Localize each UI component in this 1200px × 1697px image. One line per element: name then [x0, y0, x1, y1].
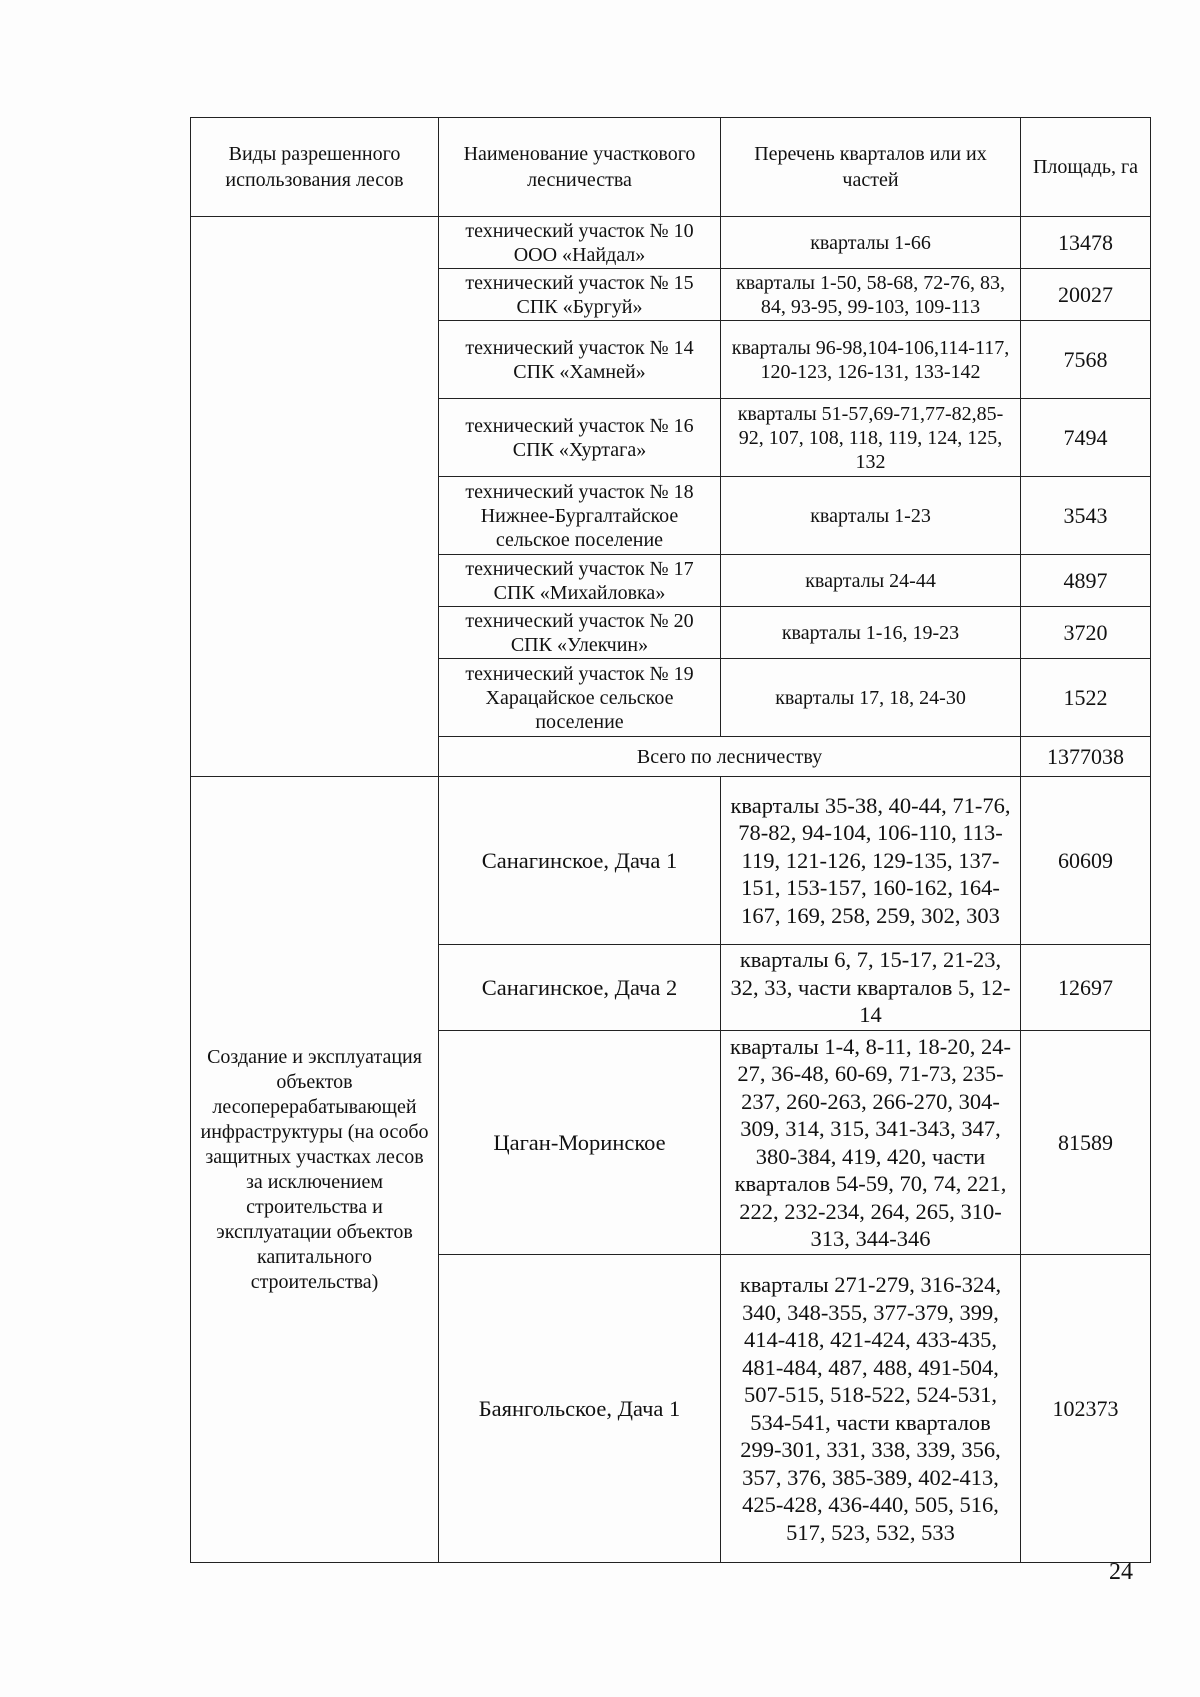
- forestry-name-cell: технический участок № 17 СПК «Михайловка»: [439, 555, 721, 607]
- total-label: Всего по лесничеству: [439, 737, 1021, 777]
- page-number: 24: [1109, 1559, 1133, 1585]
- quarters-cell: кварталы 1-66: [721, 217, 1021, 269]
- forestry-name-cell: Санагинское, Дача 2: [439, 945, 721, 1031]
- area-cell: 1522: [1021, 659, 1151, 737]
- area-cell: 7494: [1021, 399, 1151, 477]
- table-row: [191, 777, 1151, 945]
- header-area: Площадь, га: [1021, 118, 1151, 217]
- forestry-name-cell: технический участок № 15 СПК «Бургуй»: [439, 269, 721, 321]
- area-cell: 20027: [1021, 269, 1151, 321]
- table-header-row: [191, 118, 1151, 217]
- quarters-cell: кварталы 51-57,69-71,77-82,85-92, 107, 108, 118, 119, 124, 125, 132: [721, 399, 1021, 477]
- area-cell: 7568: [1021, 321, 1151, 399]
- forestry-name-cell: технический участок № 14 СПК «Хамней»: [439, 321, 721, 399]
- quarters-cell: кварталы 1-50, 58-68, 72-76, 83, 84, 93-95, 99-103, 109-113: [721, 269, 1021, 321]
- forestry-name-cell: технический участок № 10 ООО «Найдал»: [439, 217, 721, 269]
- area-cell: 13478: [1021, 217, 1151, 269]
- quarters-cell: кварталы 24-44: [721, 555, 1021, 607]
- area-cell: 60609: [1021, 777, 1151, 945]
- area-cell: 12697: [1021, 945, 1151, 1031]
- forestry-name-cell: технический участок № 18 Нижнее-Бургалтайское сельское поселение: [439, 477, 721, 555]
- total-area: 1377038: [1021, 737, 1151, 777]
- quarters-cell: кварталы 1-16, 19-23: [721, 607, 1021, 659]
- quarters-cell: кварталы 35-38, 40-44, 71-76, 78-82, 94-104, 106-110, 113-119, 121-126, 129-135, 137-151, 153-157, 160-162, 164-167, 169, 258, 259, 302, 303: [721, 777, 1021, 945]
- forestry-name-cell: Санагинское, Дача 1: [439, 777, 721, 945]
- header-quarters: Перечень кварталов или их частей: [721, 118, 1021, 217]
- area-cell: 81589: [1021, 1031, 1151, 1255]
- quarters-cell: кварталы 1-4, 8-11, 18-20, 24-27, 36-48, 60-69, 71-73, 235-237, 260-263, 266-270, 304-309, 314, 315, 341-343, 347, 380-384, 419, 420, части кварталов 54-59, 70, 74, 221, 222, 232-234, 264, 265, 310-313, 344-346: [721, 1031, 1021, 1255]
- area-cell: 3543: [1021, 477, 1151, 555]
- quarters-cell: кварталы 17, 18, 24-30: [721, 659, 1021, 737]
- forestry-name-cell: технический участок № 16 СПК «Хуртага»: [439, 399, 721, 477]
- quarters-cell: кварталы 271-279, 316-324, 340, 348-355, 377-379, 399, 414-418, 421-424, 433-435, 481-484, 487, 488, 491-504, 507-515, 518-522, 524-531, 534-541, части кварталов 299-301, 331, 338, 339, 356, 357, 376, 385-389, 402-413, 425-428, 436-440, 505, 516, 517, 523, 532, 533: [721, 1255, 1021, 1563]
- header-forestry-name: Наименование участкового лесничества: [439, 118, 721, 217]
- header-use-kinds: Виды разрешенного использования лесов: [191, 118, 439, 217]
- use-kind-cell-empty: [191, 217, 439, 777]
- forestry-name-cell: Баянгольское, Дача 1: [439, 1255, 721, 1563]
- table-row: [191, 217, 1151, 269]
- forest-use-table: [190, 117, 1151, 1563]
- area-cell: 3720: [1021, 607, 1151, 659]
- quarters-cell: кварталы 6, 7, 15-17, 21-23, 32, 33, части кварталов 5, 12-14: [721, 945, 1021, 1031]
- forestry-name-cell: технический участок № 19 Харацайское сельское поселение: [439, 659, 721, 737]
- area-cell: 4897: [1021, 555, 1151, 607]
- quarters-cell: кварталы 1-23: [721, 477, 1021, 555]
- area-cell: 102373: [1021, 1255, 1151, 1563]
- forestry-name-cell: Цаган-Моринское: [439, 1031, 721, 1255]
- quarters-cell: кварталы 96-98,104-106,114-117, 120-123, 126-131, 133-142: [721, 321, 1021, 399]
- forestry-name-cell: технический участок № 20 СПК «Улекчин»: [439, 607, 721, 659]
- use-kind-cell: Создание и эксплуатация объектов лесоперерабатывающей инфраструктуры (на особо защитных участках лесов за исключением строительства и эксплуатации объектов капитального строительства): [191, 777, 439, 1563]
